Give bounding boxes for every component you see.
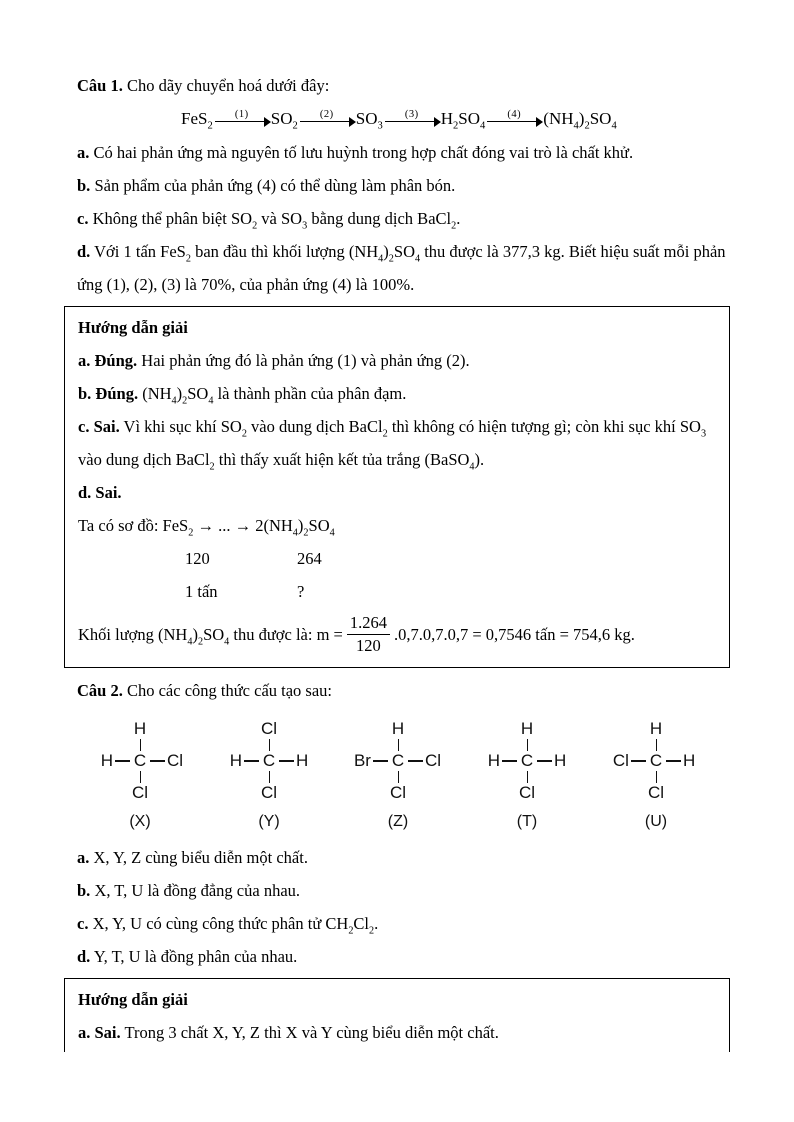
cau1-scheme-line: Ta có sơ đồ: FeS$_2$ → ... → $2(NH_4)_2SO_4$ [78, 516, 335, 539]
scheme-unknown: ? [297, 582, 305, 601]
fraction-numerator: 1.264 [347, 612, 390, 635]
atom-right: H [296, 751, 309, 770]
atom-bottom: Cl [260, 783, 278, 802]
reaction-step-label: (4) [507, 108, 522, 120]
bond-horizontal [631, 760, 646, 762]
fraction-denominator: 120 [356, 635, 381, 655]
bond-horizontal [537, 760, 552, 762]
scheme-mass-nh42so4: 264 [297, 549, 322, 568]
cau1-solution-c: c. Sai. Vì khi sục khí $SO_2$ vào dung dịch BaCl$_2$ thì không có hiện tượng gì; còn khi sục khí $SO_3$ vào dung dịch BaCl$_2$ thì thấy xuất hiện kết tủa trắng (BaSO$_4$). [78, 417, 707, 473]
atom-top: H [391, 719, 405, 738]
atom-bottom: Cl [518, 783, 536, 802]
bond-vertical [140, 771, 141, 783]
bond-horizontal [279, 760, 294, 762]
cau1-heading: Câu 1. Cho dãy chuyển hoá dưới đây: [77, 76, 330, 95]
bond-vertical [398, 739, 399, 751]
bond-vertical [527, 771, 528, 783]
structure-label: (U) [644, 813, 668, 830]
atom-left: Cl [612, 751, 629, 770]
reaction-step-label: (1) [234, 108, 249, 120]
chem-species: $(NH_4)_2SO_4$ [543, 109, 617, 132]
cau2-statement-d: d. Y, T, U là đồng phân của nhau. [77, 947, 298, 966]
cau1-reaction-chain [181, 102, 730, 136]
solution-title: Hướng dẫn giải [78, 318, 188, 337]
chem-species: $H_2SO_4$ [440, 109, 486, 132]
cau1-statement-a: a. Có hai phản ứng mà nguyên tố lưu huỳnh trong hợp chất đóng vai trò là chất khử. [77, 143, 634, 162]
structure-label: (Y) [258, 813, 280, 830]
fraction [347, 612, 390, 657]
cau2-statements [64, 841, 730, 973]
structure-label: (X) [129, 813, 151, 830]
reaction-arrow [215, 110, 269, 123]
cau1-solution-a: a. Đúng. Hai phản ứng đó là phản ứng (1) và phản ứng (2). [78, 351, 470, 370]
reaction-arrow [385, 110, 439, 123]
atom-right: Cl [167, 751, 184, 770]
bond-horizontal [115, 760, 130, 762]
structure-X [80, 719, 200, 832]
atom-top: H [520, 719, 534, 738]
reaction-step-label: (2) [319, 108, 334, 120]
atom-right: H [683, 751, 696, 770]
bond-vertical [656, 739, 657, 751]
reaction-step-label: (3) [404, 108, 419, 120]
atom-center: C [262, 751, 276, 770]
atom-bottom: Cl [389, 783, 407, 802]
atom-center: C [520, 751, 534, 770]
solution-title: Hướng dẫn giải [78, 990, 188, 1009]
cau1-mass-equation [78, 608, 719, 660]
bond-vertical [656, 771, 657, 783]
cau1-statement-c: c. Không thể phân biệt $SO_2$ và $SO_3$ bằng dung dịch BaCl$_2$. [77, 209, 461, 232]
bond-horizontal [244, 760, 259, 762]
structure-label: (Z) [387, 813, 409, 830]
bond-vertical [140, 739, 141, 751]
chem-species: $SO_3$ [355, 109, 383, 132]
bond-vertical [269, 771, 270, 783]
structure-Z [338, 719, 458, 832]
atom-top: Cl [260, 719, 278, 738]
bond-horizontal [502, 760, 517, 762]
atom-top: H [133, 719, 147, 738]
cau1-statement-d: d. Với 1 tấn FeS$_2$ ban đầu thì khối lượng $(NH_4)_2SO_4$ thu được là 377,3 kg. Biết hiệu suất mỗi phản ứng (1), (2), (3) là 70%, của phản ứng (4) là 100%. [77, 242, 726, 294]
mass-prefix: Khối lượng $(NH_4)_2SO_4$ thu được là: m = [78, 624, 343, 647]
arrow-shaft [385, 121, 439, 123]
cau2-solution-box [64, 978, 730, 1052]
atom-top: H [649, 719, 663, 738]
atom-left: H [229, 751, 242, 770]
scheme-given-fes2: 1 tấn [185, 582, 218, 601]
bond-vertical [398, 771, 399, 783]
structure-label: (T) [516, 813, 538, 830]
arrow-shaft [215, 121, 269, 123]
structure-U [596, 719, 716, 832]
structural-formulas [80, 719, 716, 832]
arrow-shaft [487, 121, 541, 123]
bond-horizontal [150, 760, 165, 762]
bond-vertical [527, 739, 528, 751]
chem-species: $SO_2$ [270, 109, 298, 132]
atom-bottom: Cl [647, 783, 665, 802]
bond-horizontal [373, 760, 388, 762]
cau1-statement-b: b. Sản phẩm của phản ứng (4) có thể dùng làm phân bón. [77, 176, 456, 195]
cau2-heading: Câu 2. Cho các công thức cấu tạo sau: [77, 681, 333, 700]
arrow-shaft [300, 121, 354, 123]
cau1-solution-box [64, 306, 730, 668]
cau1-solution-b: b. Đúng. $(NH_4)_2SO_4$ là thành phần của phân đạm. [78, 384, 407, 407]
chem-species: FeS$_2$ [181, 109, 213, 132]
bond-horizontal [408, 760, 423, 762]
atom-left: H [100, 751, 113, 770]
atom-center: C [649, 751, 663, 770]
scheme-mass-fes2: 120 [185, 549, 210, 568]
bond-horizontal [666, 760, 681, 762]
atom-right: H [554, 751, 567, 770]
cau2-solution-a: a. Sai. Trong 3 chất X, Y, Z thì X và Y cùng biểu diễn một chất. [78, 1023, 499, 1042]
bond-vertical [269, 739, 270, 751]
atom-bottom: Cl [131, 783, 149, 802]
cau2-statement-c: c. X, Y, U có cùng công thức phân tử $CH_2Cl_2$. [77, 914, 379, 937]
cau2-statement-a: a. X, Y, Z cùng biểu diễn một chất. [77, 848, 308, 867]
cau1-solution-d: d. Sai. [78, 483, 122, 502]
reaction-arrow [487, 110, 541, 123]
atom-left: H [487, 751, 500, 770]
cau1-scheme-values [185, 542, 719, 608]
atom-center: C [133, 751, 147, 770]
atom-center: C [391, 751, 405, 770]
cau2-statement-b: b. X, T, U là đồng đẳng của nhau. [77, 881, 301, 900]
atom-left: Br [353, 751, 371, 770]
structure-T [467, 719, 587, 832]
structure-Y [209, 719, 329, 832]
mass-suffix: .0,7.0,7.0,7 = 0,7546 tấn = 754,6 kg. [393, 624, 635, 644]
reaction-arrow [300, 110, 354, 123]
atom-right: Cl [425, 751, 442, 770]
